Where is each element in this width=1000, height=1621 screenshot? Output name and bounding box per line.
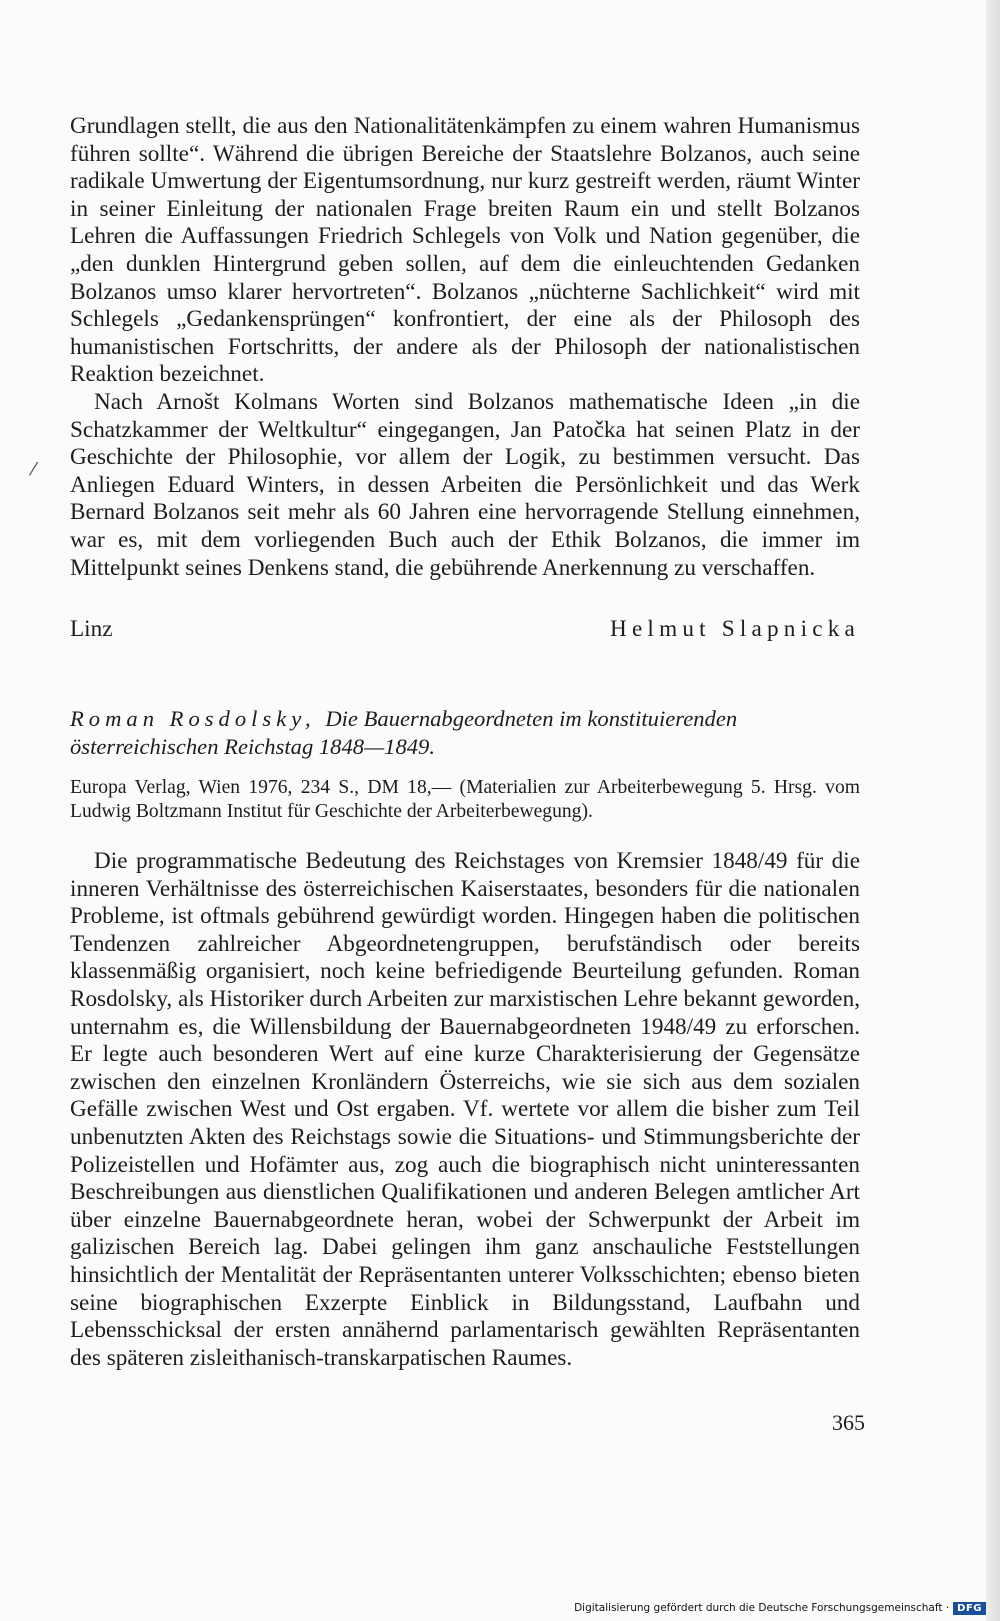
- margin-mark: ⁄: [32, 459, 36, 480]
- text-block-top: [70, 113, 860, 582]
- text-block-bottom: [70, 848, 860, 1372]
- paragraph-1: Grundlagen stellt, die aus den Nationalitätenkämpfen zu einem wahren Humanismus führen sollte“. Während die übrigen Bereiche der Staatslehre Bolzanos, auch seine radikale Umwertung der Eigentumsordnung, nur kurz gestreift werden, räumt Winter in seiner Einleitung der nationalen Frage breiten Raum ein und stellt Bolzanos Lehren die Auffassungen Friedrich Schlegels von Volk und Nation gegenüber, die „den dunklen Hintergrund geben sollen, auf dem die einleuchtenden Gedanken Bolzanos umso klarer hervortreten“. Bolzanos „nüchterne Sachlichkeit“ wird mit Schlegels „Gedankensprüngen“ konfrontiert, der eine als der Philosoph des humanistischen Fortschritts, der andere als der Philosoph der nationalistischen Reaktion bezeichnet.: [70, 113, 860, 388]
- footer-credit: [574, 1599, 986, 1617]
- review-heading: [70, 705, 860, 761]
- footer-text: Digitalisierung gefördert durch die Deutsche Forschungsgemeinschaft ·: [574, 1602, 950, 1614]
- signature-author: Helmut Slapnicka: [610, 616, 860, 642]
- review-signature: [70, 616, 860, 643]
- page-number: 365: [832, 1410, 865, 1435]
- paragraph-3: Die programmatische Bedeutung des Reichstages von Kremsier 1848/49 für die inneren Verhältnisse des österreichischen Kaiserstaates, besonders für die nationalen Probleme, ist oftmals gebührend gewürdigt worden. Hingegen haben die politischen Tendenzen zahlreicher Abgeordnetengruppen, berufständisch oder bereits klassenmäßig organisiert, noch keine befriedigende Beurteilung gefunden. Roman Rosdolsky, als Historiker durch Arbeiten zur marxistischen Lehre bekannt geworden, unternahm es, die Willensbildung der Bauernabgeordneten 1948/49 zu erforschen. Er legte auch besonderen Wert auf eine kurze Charakterisierung der Gegensätze zwischen den einzelnen Kronländern Österreichs, wie sie sich aus dem sozialen Gefälle zwischen West und Ost ergaben. Vf. wertete vor allem die bisher zum Teil unbenutzten Akten des Reichstags sowie die Situations- und Stimmungsberichte der Polizeistellen und Hofämter aus, zog auch die biographisch nicht uninteressanten Beschreibungen aus dienstlichen Qualifikationen und anderen Belegen amtlicher Art über einzelne Bauernabgeordnete heran, wobei der Schwerpunkt der Arbeit im galizischen Bereich lag. Dabei gelingen ihm ganz anschauliche Feststellungen hinsichtlich der Mentalität der Repräsentanten unterer Volksschichten; ebenso bieten seine biographischen Exzerpte Einblick in Bildungsstand, Laufbahn und Lebensschicksal der ersten annähernd parlamentarisch gewählten Repräsentanten des späteren zisleithanisch-transkarpatischen Raumes.: [70, 848, 860, 1371]
- dfg-logo: DFG: [953, 1602, 986, 1615]
- review-author: Roman Rosdolsky,: [70, 706, 316, 731]
- review-title: Die Bauernabgeordneten im konstituierenden österreichischen Reichstag 1848—1849.: [70, 706, 738, 759]
- page-edge: [986, 0, 1000, 1621]
- paragraph-2: Nach Arnošt Kolmans Worten sind Bolzanos mathematische Ideen „in die Schatzkammer der Weltkultur“ eingegangen, Jan Patočka hat seinen Platz in der Geschichte der Philosophie, vor allem der Logik, zu bestimmen versucht. Das Anliegen Eduard Winters, in dessen Arbeiten die Persönlichkeit und das Werk Bernard Bolzanos seit mehr als 60 Jahren eine hervorragende Stellung einnehmen, war es, mit dem vorliegenden Buch auch der Ethik Bolzanos, die immer im Mittelpunkt seines Denkens stand, die gebührende Anerkennung zu verschaffen.: [70, 388, 860, 581]
- publication-details: Europa Verlag, Wien 1976, 234 S., DM 18,— (Materialien zur Arbeiterbewegung 5. Hrsg. vom Ludwig Boltzmann Institut für Geschichte der Arbeiterbewegung).: [70, 777, 860, 822]
- signature-place: Linz: [70, 616, 113, 642]
